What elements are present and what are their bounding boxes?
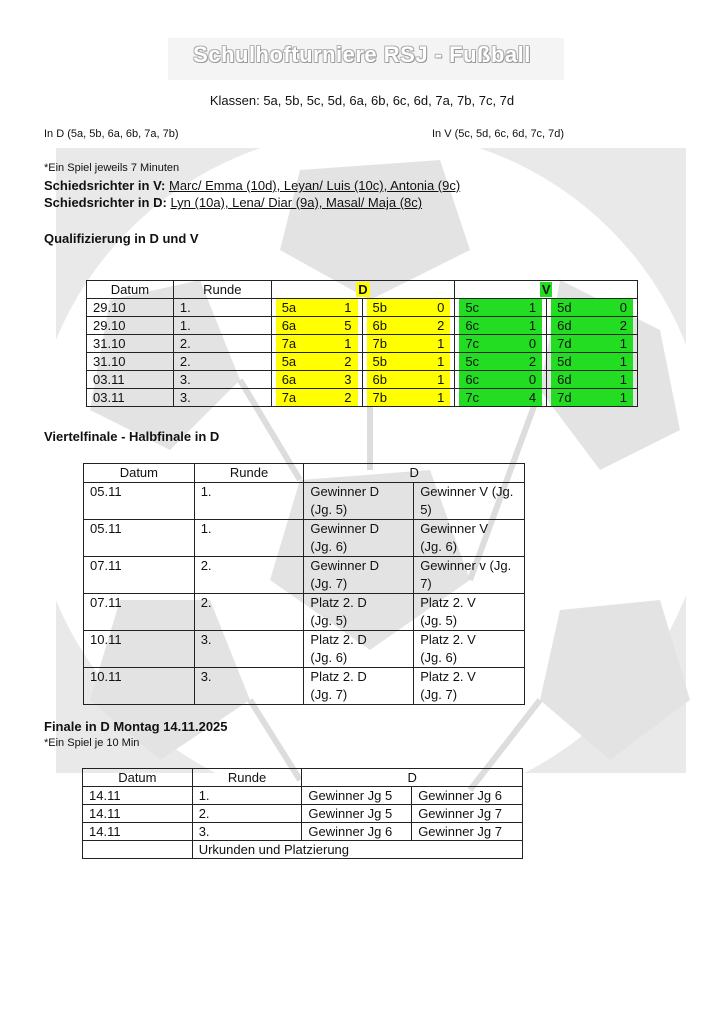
team-goals: 0 <box>437 300 445 315</box>
match-cell-d2 <box>362 299 455 317</box>
group-v-label: In V (5c, 5d, 6c, 6d, 7c, 7d) <box>432 128 565 140</box>
match-cell-d2 <box>362 335 455 353</box>
team-name: 7d <box>557 390 572 405</box>
team-goals: 1 <box>344 336 352 351</box>
team-score <box>367 299 451 316</box>
team-name: 5c <box>465 300 480 315</box>
team-line-2: (Jg. 7) <box>310 687 348 702</box>
match-cell-v2 <box>547 371 638 389</box>
round-cell: 1. <box>192 787 302 805</box>
team-name: 6c <box>465 318 480 333</box>
team-line-1: Gewinner D <box>310 558 380 573</box>
team-score <box>551 335 633 352</box>
game-length-note: *Ein Spiel jeweils 7 Minuten <box>44 162 180 174</box>
team-goals: 1 <box>619 390 627 405</box>
match-cell-v1 <box>455 353 547 371</box>
team-name: 6d <box>557 372 572 387</box>
match-cell-d2 <box>362 371 455 389</box>
quarterfinal-header-row <box>84 464 525 483</box>
match-cell-d2 <box>362 389 455 407</box>
team-b-cell <box>414 483 525 520</box>
col-header-d: D <box>271 281 455 299</box>
match-cell-v2 <box>547 299 638 317</box>
team-score <box>276 389 358 406</box>
quarterfinal-table <box>83 463 525 705</box>
date-cell: 07.11 <box>84 594 195 631</box>
quarterfinal-heading: Viertelfinale - Halbfinale in D <box>44 429 220 444</box>
team-score <box>276 317 358 334</box>
team-line-1: Platz 2. D <box>310 669 367 684</box>
team-a-cell <box>304 631 414 668</box>
team-line-2: 5) <box>420 502 432 517</box>
team-name: 7d <box>557 336 572 351</box>
table-row <box>84 668 525 705</box>
team-a-cell <box>304 520 414 557</box>
match-cell-d1 <box>271 389 362 407</box>
team-score <box>367 353 451 370</box>
col-header-d: D <box>302 769 523 787</box>
team-line-2: (Jg. 6) <box>310 539 348 554</box>
team-goals: 1 <box>528 300 537 315</box>
team-score <box>459 335 542 352</box>
date-cell: 03.11 <box>87 389 174 407</box>
group-d-label: In D (5a, 5b, 6a, 6b, 7a, 7b) <box>44 128 179 140</box>
table-row <box>84 483 525 520</box>
team-score <box>367 335 451 352</box>
round-cell: 2. <box>194 594 304 631</box>
round-cell: 3. <box>173 371 271 389</box>
round-cell: 1. <box>173 317 271 335</box>
team-a-cell <box>304 557 414 594</box>
team-line-2: (Jg. 6) <box>420 539 458 554</box>
table-row <box>83 805 523 823</box>
team-score <box>276 371 358 388</box>
team-line-2: (Jg. 6) <box>310 650 348 665</box>
col-header-v: V <box>455 281 638 299</box>
team-b-cell: Gewinner Jg 6 <box>412 787 523 805</box>
match-cell-v1 <box>455 389 547 407</box>
closing-empty-cell <box>83 841 193 859</box>
team-goals: 1 <box>619 372 627 387</box>
team-a-cell <box>304 668 414 705</box>
team-score <box>276 335 358 352</box>
date-cell: 10.11 <box>84 668 195 705</box>
team-line-2: (Jg. 7) <box>420 687 458 702</box>
team-line-2: (Jg. 5) <box>420 613 458 628</box>
referees-d-names: Lyn (10a), Lena/ Diar (9a), Masal/ Maja (8c) <box>170 195 423 210</box>
team-score <box>367 389 451 406</box>
match-cell-d1 <box>271 335 362 353</box>
team-line-2: (Jg. 6) <box>420 650 458 665</box>
team-goals: 2 <box>528 354 537 369</box>
final-table <box>82 768 523 859</box>
col-header-date: Datum <box>84 464 195 483</box>
table-row <box>87 389 638 407</box>
team-score <box>459 299 542 316</box>
round-cell: 1. <box>194 483 304 520</box>
team-line-1: Platz 2. D <box>310 632 367 647</box>
team-b-cell <box>414 668 525 705</box>
date-cell: 05.11 <box>84 520 195 557</box>
col-header-round: Runde <box>192 769 302 787</box>
final-note: *Ein Spiel je 10 Min <box>44 737 140 749</box>
match-cell-v2 <box>547 317 638 335</box>
team-name: 7c <box>465 336 480 351</box>
classes-line: Klassen: 5a, 5b, 5c, 5d, 6a, 6b, 6c, 6d, 7a, 7b, 7c, 7d <box>209 93 515 108</box>
team-a-cell <box>304 483 414 520</box>
team-name: 5c <box>465 354 480 369</box>
final-header-row <box>83 769 523 787</box>
team-name: 6c <box>465 372 480 387</box>
team-goals: 1 <box>437 336 445 351</box>
team-goals: 1 <box>437 390 445 405</box>
team-score <box>276 299 358 316</box>
team-name: 5d <box>557 300 572 315</box>
match-cell-v1 <box>455 371 547 389</box>
col-header-date: Datum <box>87 281 174 299</box>
date-cell: 10.11 <box>84 631 195 668</box>
match-cell-v2 <box>547 353 638 371</box>
closing-row <box>83 841 523 859</box>
table-row <box>83 823 523 841</box>
table-row <box>87 371 638 389</box>
team-line-2: (Jg. 7) <box>310 576 348 591</box>
team-score <box>367 317 451 334</box>
team-score <box>459 353 542 370</box>
team-line-1: Platz 2. V <box>420 595 476 610</box>
team-score <box>551 389 633 406</box>
round-cell: 3. <box>192 823 302 841</box>
match-cell-v1 <box>455 317 547 335</box>
team-goals: 2 <box>344 390 352 405</box>
team-score <box>551 317 633 334</box>
team-goals: 1 <box>437 354 445 369</box>
match-cell-d1 <box>271 371 362 389</box>
team-goals: 1 <box>619 354 627 369</box>
team-goals: 0 <box>528 372 537 387</box>
team-b-cell <box>414 631 525 668</box>
team-line-2: (Jg. 5) <box>310 502 348 517</box>
table-row <box>87 335 638 353</box>
team-b-cell <box>414 594 525 631</box>
team-line-1: Platz 2. V <box>420 669 476 684</box>
team-b-cell <box>414 520 525 557</box>
date-cell: 07.11 <box>84 557 195 594</box>
table-row <box>84 594 525 631</box>
team-name: 6a <box>281 372 297 387</box>
date-cell: 31.10 <box>87 353 174 371</box>
team-goals: 3 <box>344 372 352 387</box>
team-name: 6b <box>372 318 387 333</box>
round-cell: 3. <box>194 668 304 705</box>
table-row <box>83 787 523 805</box>
team-name: 6d <box>557 318 572 333</box>
team-goals: 2 <box>619 318 627 333</box>
team-name: 6b <box>372 372 387 387</box>
team-line-1: Platz 2. D <box>310 595 367 610</box>
team-line-2: (Jg. 5) <box>310 613 348 628</box>
table-row <box>84 520 525 557</box>
date-cell: 05.11 <box>84 483 195 520</box>
round-cell: 3. <box>173 389 271 407</box>
team-goals: 0 <box>619 300 627 315</box>
page-title: Schulhofturniere RSJ - Fußball <box>193 42 531 67</box>
team-line-1: Gewinner v (Jg. <box>420 558 512 573</box>
team-a-cell: Gewinner Jg 5 <box>302 787 412 805</box>
team-name: 5a <box>281 300 297 315</box>
team-score <box>276 353 358 370</box>
team-goals: 4 <box>528 390 537 405</box>
qualification-header-row <box>87 281 638 299</box>
round-cell: 1. <box>194 520 304 557</box>
team-goals: 1 <box>528 318 537 333</box>
match-cell-v1 <box>455 299 547 317</box>
round-cell: 2. <box>192 805 302 823</box>
date-cell: 14.11 <box>83 805 193 823</box>
match-cell-v2 <box>547 389 638 407</box>
referees-d-label: Schiedsrichter in D: <box>44 195 167 210</box>
team-goals: 2 <box>437 318 445 333</box>
team-a-cell: Gewinner Jg 6 <box>302 823 412 841</box>
team-b-cell: Gewinner Jg 7 <box>412 805 523 823</box>
col-header-d: D <box>304 464 525 483</box>
team-name: 5d <box>557 354 572 369</box>
round-cell: 3. <box>194 631 304 668</box>
team-name: 7b <box>372 390 387 405</box>
team-line-1: Platz 2. V <box>420 632 476 647</box>
team-name: 5b <box>372 354 387 369</box>
team-name: 5b <box>372 300 387 315</box>
match-cell-v1 <box>455 335 547 353</box>
team-score <box>551 353 633 370</box>
referees-v-label: Schiedsrichter in V: <box>44 178 166 193</box>
date-cell: 14.11 <box>83 787 193 805</box>
table-row <box>84 557 525 594</box>
team-name: 7b <box>372 336 387 351</box>
team-name: 7c <box>465 390 480 405</box>
col-header-date: Datum <box>83 769 193 787</box>
referees-d-line <box>44 195 422 210</box>
round-cell: 1. <box>173 299 271 317</box>
team-goals: 0 <box>528 336 537 351</box>
referees-v-names: Marc/ Emma (10d), Leyan/ Luis (10c), Antonia (9c) <box>169 178 461 193</box>
closing-cell: Urkunden und Platzierung <box>192 841 522 859</box>
team-name: 7a <box>281 336 297 351</box>
team-line-2: 7) <box>420 576 432 591</box>
team-score <box>459 389 542 406</box>
match-cell-d1 <box>271 317 362 335</box>
team-goals: 2 <box>344 354 352 369</box>
team-line-1: Gewinner V <box>420 521 489 536</box>
col-header-round: Runde <box>194 464 304 483</box>
team-goals: 1 <box>344 300 352 315</box>
referees-v-line <box>44 178 460 193</box>
table-row <box>87 317 638 335</box>
team-b-cell <box>414 557 525 594</box>
match-cell-d2 <box>362 353 455 371</box>
qualification-heading: Qualifizierung in D und V <box>44 231 199 246</box>
team-score <box>367 371 451 388</box>
team-line-1: Gewinner V (Jg. <box>420 484 514 499</box>
team-score <box>459 317 542 334</box>
qualification-table <box>86 280 638 407</box>
match-cell-d1 <box>271 299 362 317</box>
team-line-1: Gewinner D <box>310 484 380 499</box>
team-name: 7a <box>281 390 297 405</box>
team-b-cell: Gewinner Jg 7 <box>412 823 523 841</box>
round-cell: 2. <box>194 557 304 594</box>
team-line-1: Gewinner D <box>310 521 380 536</box>
team-goals: 1 <box>619 336 627 351</box>
team-a-cell: Gewinner Jg 5 <box>302 805 412 823</box>
team-score <box>551 371 633 388</box>
date-cell: 14.11 <box>83 823 193 841</box>
final-heading: Finale in D Montag 14.11.2025 <box>44 719 228 734</box>
table-row <box>84 631 525 668</box>
team-name: 5a <box>281 354 297 369</box>
match-cell-d2 <box>362 317 455 335</box>
team-name: 6a <box>281 318 297 333</box>
table-row <box>87 299 638 317</box>
team-score <box>459 371 542 388</box>
team-score <box>551 299 633 316</box>
col-header-round: Runde <box>173 281 271 299</box>
date-cell: 29.10 <box>87 317 174 335</box>
date-cell: 03.11 <box>87 371 174 389</box>
round-cell: 2. <box>173 353 271 371</box>
team-a-cell <box>304 594 414 631</box>
match-cell-d1 <box>271 353 362 371</box>
round-cell: 2. <box>173 335 271 353</box>
table-row <box>87 353 638 371</box>
date-cell: 31.10 <box>87 335 174 353</box>
team-goals: 5 <box>344 318 352 333</box>
team-goals: 1 <box>437 372 445 387</box>
match-cell-v2 <box>547 335 638 353</box>
date-cell: 29.10 <box>87 299 174 317</box>
